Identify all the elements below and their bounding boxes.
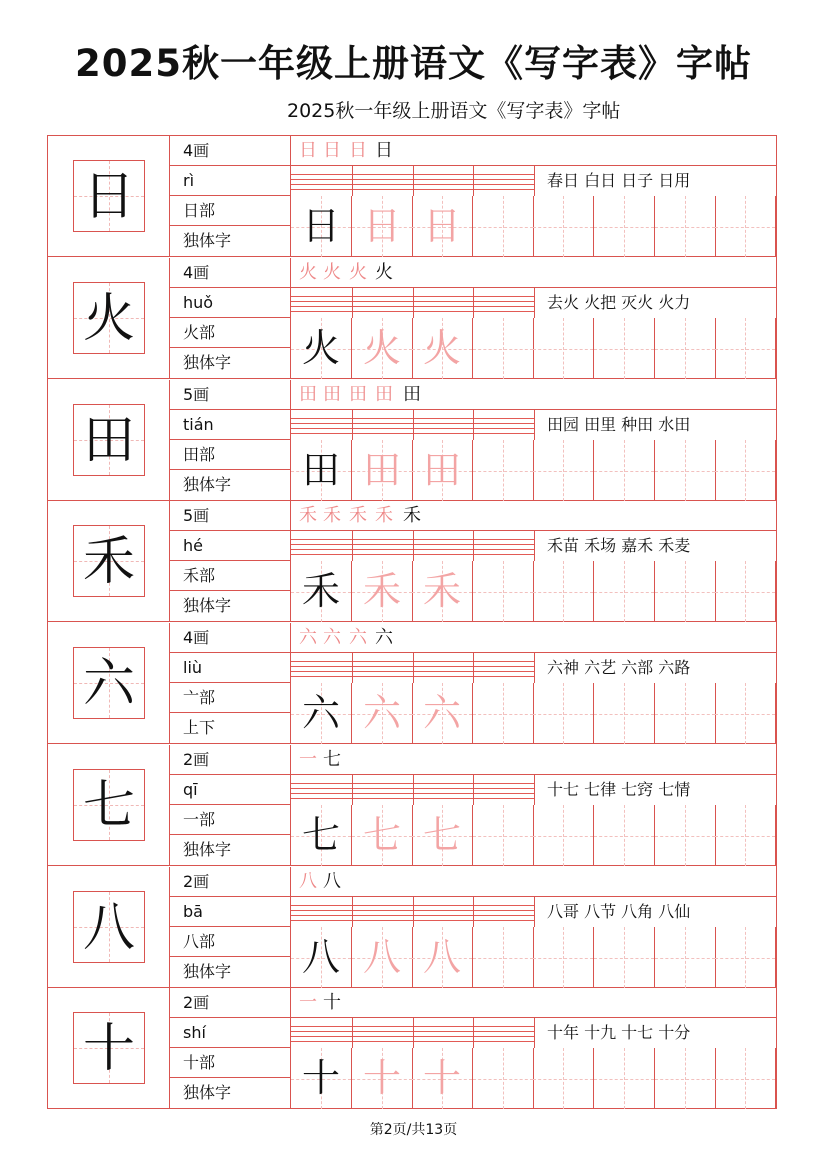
writing-cell[interactable] (533, 561, 594, 622)
stroke-step: 田 (299, 384, 317, 405)
pinyin-divider (473, 410, 474, 440)
stroke-step: 日 (323, 140, 341, 161)
model-character: 六 (82, 654, 135, 714)
writing-cell[interactable] (352, 318, 413, 379)
practice-char-trace: 田 (362, 448, 401, 492)
word-examples: 禾苗 禾场 嘉禾 禾麦 (547, 536, 691, 555)
pinyin: qī (170, 775, 290, 805)
writing-cell[interactable] (533, 927, 594, 988)
structure: 上下 (183, 718, 216, 737)
word-examples: 去火 火把 灭火 火力 (547, 293, 691, 312)
stroke-step: 禾 (323, 505, 341, 526)
stroke-count: 2画 (170, 745, 290, 775)
writing-grid (291, 927, 776, 988)
practice-char-trace: 七 (362, 813, 401, 857)
practice-area (291, 258, 776, 378)
structure: 独体字 (183, 840, 232, 859)
writing-cell[interactable] (715, 683, 776, 744)
radical: 一部 (170, 805, 290, 835)
stroke-step: 火 (299, 262, 317, 283)
writing-cell[interactable] (655, 1048, 716, 1109)
practice-area (291, 380, 776, 500)
pinyin-divider (413, 166, 414, 196)
writing-cell[interactable] (655, 927, 716, 988)
practice-area (291, 501, 776, 621)
pinyin-divider (413, 1018, 414, 1048)
pinyin: tián (170, 410, 290, 440)
model-character-box (73, 282, 145, 354)
writing-cell[interactable] (715, 440, 776, 501)
writing-cell[interactable] (594, 561, 655, 622)
writing-cell[interactable] (533, 196, 594, 257)
stroke-step: 火 (323, 262, 341, 283)
page-title: 2025秋一年级上册语文《写字表》字帖 (75, 42, 752, 85)
writing-cell[interactable] (655, 440, 716, 501)
stroke-order-line (291, 136, 776, 166)
stroke-step: 禾 (299, 505, 317, 526)
practice-char-trace: 火 (422, 326, 461, 370)
practice-area (291, 867, 776, 987)
writing-cell[interactable] (655, 561, 716, 622)
practice-char-trace: 七 (422, 813, 461, 857)
word-examples: 田园 田里 种田 水田 (547, 415, 691, 434)
practice-char-solid: 七 (301, 813, 340, 857)
pinyin: shí (170, 1018, 290, 1048)
stroke-step: 一 (299, 749, 317, 770)
stroke-step: 八 (299, 871, 317, 892)
radical: 日部 (170, 196, 290, 226)
practice-char-solid: 八 (301, 935, 340, 979)
pinyin-divider (534, 410, 535, 440)
writing-cell[interactable] (291, 196, 352, 257)
stroke-step: 田 (403, 384, 421, 405)
practice-char-trace: 田 (422, 448, 461, 492)
pinyin: liù (170, 653, 290, 683)
character-row (48, 867, 776, 988)
writing-cell[interactable] (412, 805, 473, 866)
writing-cell[interactable] (352, 805, 413, 866)
writing-cell[interactable] (594, 196, 655, 257)
practice-char-trace: 禾 (422, 569, 461, 613)
model-character-column (48, 745, 170, 865)
writing-cell[interactable] (655, 805, 716, 866)
writing-cell[interactable] (412, 927, 473, 988)
stroke-count: 4画 (170, 136, 290, 166)
model-character: 禾 (82, 532, 135, 592)
model-character-box (73, 891, 145, 963)
character-info (170, 258, 291, 378)
pinyin-divider (473, 653, 474, 683)
writing-cell[interactable] (352, 561, 413, 622)
stroke-step: 火 (375, 262, 393, 283)
pinyin-divider (534, 288, 535, 318)
character-row (48, 623, 776, 744)
pinyin-divider (534, 531, 535, 561)
writing-grid (291, 561, 776, 622)
pinyin-divider (473, 531, 474, 561)
practice-char-trace: 禾 (362, 569, 401, 613)
practice-char-trace: 八 (362, 935, 401, 979)
pinyin-divider (534, 1018, 535, 1048)
word-examples: 十年 十九 十七 十分 (547, 1023, 691, 1042)
writing-cell[interactable] (594, 805, 655, 866)
writing-cell[interactable] (352, 927, 413, 988)
writing-cell[interactable] (594, 683, 655, 744)
pinyin-divider (473, 166, 474, 196)
stroke-step: 田 (323, 384, 341, 405)
pinyin-divider (352, 775, 353, 805)
model-character: 八 (82, 898, 135, 958)
writing-cell[interactable] (473, 683, 534, 744)
word-examples: 十七 七律 七窍 七情 (547, 780, 691, 799)
structure: 独体字 (183, 596, 232, 615)
stroke-step: 禾 (403, 505, 421, 526)
word-examples: 六神 六艺 六部 六路 (547, 658, 691, 677)
writing-cell[interactable] (533, 318, 594, 379)
writing-cell[interactable] (655, 683, 716, 744)
character-row (48, 380, 776, 501)
structure: 独体字 (183, 962, 232, 981)
pinyin-divider (413, 531, 414, 561)
writing-cell[interactable] (533, 683, 594, 744)
pinyin: hé (170, 531, 290, 561)
word-examples: 春日 白日 日子 日用 (547, 171, 691, 190)
practice-sheet (47, 135, 777, 1109)
character-info (170, 136, 291, 256)
radical: 火部 (170, 318, 290, 348)
writing-cell[interactable] (594, 927, 655, 988)
writing-cell[interactable] (291, 1048, 352, 1109)
structure: 独体字 (183, 475, 232, 494)
stroke-order-line (291, 501, 776, 531)
character-info (170, 623, 291, 743)
character-row (48, 745, 776, 866)
writing-cell[interactable] (352, 440, 413, 501)
radical: 八部 (170, 927, 290, 957)
practice-area (291, 745, 776, 865)
stroke-step: 六 (349, 627, 367, 648)
model-character-box (73, 404, 145, 476)
pinyin-divider (473, 1018, 474, 1048)
radical: 田部 (170, 440, 290, 470)
stroke-step: 禾 (375, 505, 393, 526)
practice-char-trace: 六 (422, 691, 461, 735)
pinyin-divider (473, 775, 474, 805)
character-info (170, 867, 291, 987)
stroke-step: 日 (375, 140, 393, 161)
stroke-count: 5画 (170, 501, 290, 531)
writing-cell[interactable] (473, 440, 534, 501)
model-character-box (73, 525, 145, 597)
stroke-count: 2画 (170, 988, 290, 1018)
model-character: 七 (82, 776, 135, 836)
writing-cell[interactable] (291, 683, 352, 744)
character-row (48, 136, 776, 257)
structure: 独体字 (183, 231, 232, 250)
model-character-column (48, 380, 170, 500)
pinyin-divider (352, 410, 353, 440)
writing-cell[interactable] (352, 196, 413, 257)
practice-char-solid: 田 (301, 448, 340, 492)
writing-cell[interactable] (715, 1048, 776, 1109)
practice-area (291, 623, 776, 743)
practice-area (291, 136, 776, 256)
pinyin-divider (352, 166, 353, 196)
word-examples: 八哥 八节 八角 八仙 (547, 902, 691, 921)
writing-cell[interactable] (473, 561, 534, 622)
writing-cell[interactable] (412, 1048, 473, 1109)
writing-cell[interactable] (655, 196, 716, 257)
writing-cell[interactable] (412, 440, 473, 501)
practice-char-trace: 十 (422, 1056, 461, 1100)
writing-cell[interactable] (533, 1048, 594, 1109)
model-character-box (73, 769, 145, 841)
stroke-step: 六 (375, 627, 393, 648)
stroke-step: 日 (299, 140, 317, 161)
pinyin-divider (534, 775, 535, 805)
writing-cell[interactable] (473, 927, 534, 988)
stroke-order-line (291, 988, 776, 1018)
writing-cell[interactable] (473, 318, 534, 379)
character-row (48, 501, 776, 622)
structure: 独体字 (183, 353, 232, 372)
writing-cell[interactable] (291, 561, 352, 622)
stroke-order-line (291, 258, 776, 288)
stroke-step: 日 (349, 140, 367, 161)
character-info (170, 501, 291, 621)
stroke-order-line (291, 867, 776, 897)
stroke-step: 火 (349, 262, 367, 283)
practice-char-trace: 日 (362, 204, 401, 248)
writing-cell[interactable] (715, 196, 776, 257)
model-character-box (73, 647, 145, 719)
writing-cell[interactable] (533, 805, 594, 866)
writing-cell[interactable] (291, 805, 352, 866)
practice-char-trace: 火 (362, 326, 401, 370)
radical: 亠部 (170, 683, 290, 713)
pinyin-divider (352, 288, 353, 318)
writing-cell[interactable] (715, 561, 776, 622)
practice-area (291, 988, 776, 1109)
practice-char-solid: 火 (301, 326, 340, 370)
practice-char-solid: 禾 (301, 569, 340, 613)
page-subtitle: 2025秋一年级上册语文《写字表》字帖 (287, 100, 621, 122)
stroke-step: 六 (323, 627, 341, 648)
model-character-column (48, 623, 170, 743)
writing-grid (291, 440, 776, 501)
writing-cell[interactable] (291, 318, 352, 379)
writing-grid (291, 1048, 776, 1109)
pinyin-divider (413, 897, 414, 927)
practice-char-trace: 八 (422, 935, 461, 979)
model-character: 日 (82, 167, 135, 227)
writing-cell[interactable] (412, 196, 473, 257)
pinyin-divider (473, 897, 474, 927)
character-info (170, 988, 291, 1109)
structure: 独体字 (183, 1083, 232, 1102)
writing-cell[interactable] (715, 927, 776, 988)
practice-char-trace: 六 (362, 691, 401, 735)
writing-cell[interactable] (594, 440, 655, 501)
stroke-step: 禾 (349, 505, 367, 526)
character-info (170, 380, 291, 500)
writing-cell[interactable] (291, 927, 352, 988)
writing-cell[interactable] (473, 1048, 534, 1109)
model-character: 田 (82, 411, 135, 471)
writing-cell[interactable] (715, 805, 776, 866)
page-footer: 第2页/共13页 (369, 1122, 458, 1138)
practice-char-solid: 日 (301, 204, 340, 248)
stroke-step: 田 (375, 384, 393, 405)
stroke-step: 十 (323, 992, 341, 1013)
practice-char-solid: 十 (301, 1056, 340, 1100)
model-character-box (73, 1012, 145, 1084)
writing-cell[interactable] (655, 318, 716, 379)
stroke-step: 六 (299, 627, 317, 648)
writing-grid (291, 318, 776, 379)
character-row (48, 988, 776, 1109)
writing-cell[interactable] (352, 683, 413, 744)
pinyin: bā (170, 897, 290, 927)
character-row (48, 258, 776, 379)
writing-cell[interactable] (473, 196, 534, 257)
writing-cell[interactable] (412, 318, 473, 379)
pinyin: rì (170, 166, 290, 196)
model-character-column (48, 136, 170, 256)
pinyin-divider (413, 410, 414, 440)
stroke-step: 七 (323, 749, 341, 770)
pinyin-divider (413, 653, 414, 683)
stroke-count: 4画 (170, 258, 290, 288)
stroke-count: 2画 (170, 867, 290, 897)
writing-cell[interactable] (533, 440, 594, 501)
radical: 十部 (170, 1048, 290, 1078)
stroke-count: 5画 (170, 380, 290, 410)
pinyin-divider (352, 531, 353, 561)
radical: 禾部 (170, 561, 290, 591)
pinyin: huǒ (170, 288, 290, 318)
practice-char-trace: 十 (362, 1056, 401, 1100)
writing-cell[interactable] (594, 1048, 655, 1109)
stroke-count: 4画 (170, 623, 290, 653)
stroke-step: 田 (349, 384, 367, 405)
writing-cell[interactable] (352, 1048, 413, 1109)
writing-cell[interactable] (473, 805, 534, 866)
writing-cell[interactable] (412, 561, 473, 622)
model-character-column (48, 501, 170, 621)
character-info (170, 745, 291, 865)
pinyin-divider (534, 653, 535, 683)
stroke-step: 八 (323, 871, 341, 892)
stroke-order-line (291, 623, 776, 653)
practice-char-trace: 日 (422, 204, 461, 248)
pinyin-divider (413, 775, 414, 805)
model-character: 火 (82, 289, 135, 349)
pinyin-divider (413, 288, 414, 318)
model-character-column (48, 867, 170, 987)
pinyin-divider (352, 653, 353, 683)
model-character-box (73, 160, 145, 232)
writing-cell[interactable] (412, 683, 473, 744)
writing-grid (291, 683, 776, 744)
stroke-order-line (291, 380, 776, 410)
writing-cell[interactable] (594, 318, 655, 379)
pinyin-divider (352, 897, 353, 927)
model-character-column (48, 258, 170, 378)
writing-grid (291, 196, 776, 257)
stroke-step: 一 (299, 992, 317, 1013)
model-character: 十 (82, 1019, 135, 1079)
writing-grid (291, 805, 776, 866)
pinyin-divider (534, 166, 535, 196)
writing-cell[interactable] (291, 440, 352, 501)
pinyin-divider (473, 288, 474, 318)
practice-char-solid: 六 (301, 691, 340, 735)
stroke-order-line (291, 745, 776, 775)
pinyin-divider (534, 897, 535, 927)
writing-cell[interactable] (715, 318, 776, 379)
pinyin-divider (352, 1018, 353, 1048)
model-character-column (48, 988, 170, 1109)
